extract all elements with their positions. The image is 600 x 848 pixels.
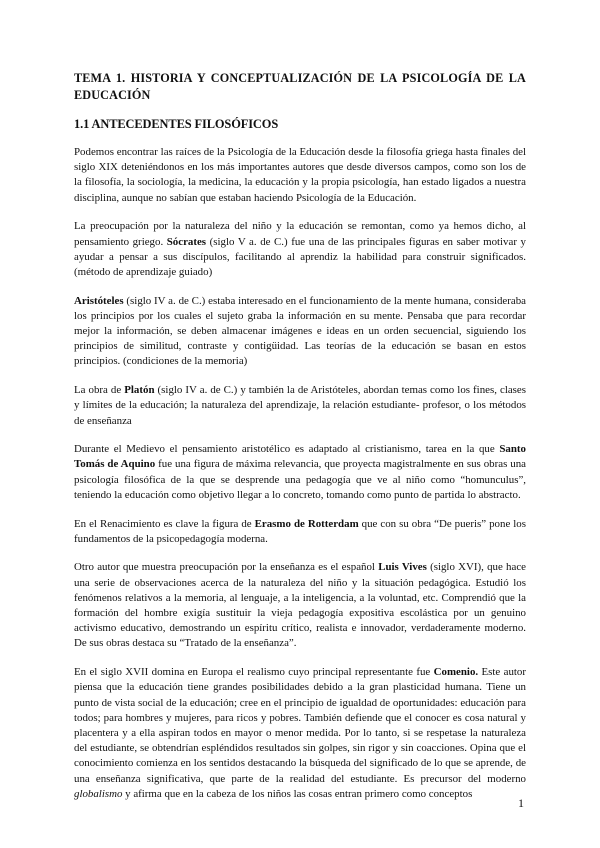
- paragraph: [74, 219, 526, 280]
- paragraph: [74, 383, 526, 429]
- italic-term: globalismo: [74, 787, 123, 800]
- text-run: (siglo IV a. de C.) y también la de Aristóteles, abordan temas como los fines, clases y límites de la educación; la naturaleza del aprendizaje, la relación estudiante- profesor, o los métodos de enseñanza: [74, 384, 526, 427]
- paragraph: [74, 517, 526, 547]
- bold-name: Luis Vives: [378, 561, 427, 574]
- bold-name: Santo Tomás de Aquino: [74, 443, 526, 471]
- text-run: En el siglo XVII domina en Europa el realismo cuyo principal representante fue: [74, 666, 434, 679]
- text-run: En el Renacimiento es clave la figura de: [74, 517, 255, 530]
- text-run: (siglo V a. de C.) fue una de las principales figuras en saber motivar y ayudar a pensar a sus discípulos, facilitando al aprendiz la habilidad para construir significados. (método de aprendizaje guiado): [74, 235, 526, 278]
- text-run: La obra de: [74, 384, 125, 397]
- page-number: 1: [518, 796, 524, 810]
- page-content: [74, 70, 526, 816]
- paragraph: [74, 294, 526, 370]
- section-heading: 1.1 ANTECEDENTES FILOSÓFICOS: [74, 117, 279, 131]
- text-run: fue una figura de máxima relevancia, que proyecta magistralmente en sus obras una psicología filosófica de la que se desprende una pedagogía que ve al niño como “homunculus”, teniendo la educación como objetivo llegar a lo concreto, tomando como punto de partida lo abstracto.: [74, 458, 526, 501]
- bold-name: Sócrates: [166, 235, 207, 248]
- text-run: (siglo IV a. de C.) estaba interesado en el funcionamiento de la mente humana, consideraba los principios por los cuales el sujeto graba la información en su mente. Pensaba que para recordar mejor la información, se deben almacenar imágenes e ideas en un orden secuencial, siguiendo los principios de similitud, contraste y contigüidad. Las teorías de la educación se basan en estos principios. (condiciones de la memoria): [74, 294, 526, 368]
- page-title: TEMA 1. HISTORIA Y CONCEPTUALIZACIÓN DE LA PSICOLOGÍA DE LA EDUCACIÓN: [74, 71, 526, 102]
- text-run: La preocupación por la naturaleza del niño y la educación se remontan, como ya hemos dicho, al pensamiento griego.: [74, 220, 526, 248]
- body-text: [74, 145, 526, 802]
- text-run: Podemos encontrar las raíces de la Psicología de la Educación desde la filosofía griega hasta finales del siglo XIX deteniéndonos en los más importantes autores que desde diversos campos, como son los de la filosofía, la sociología, la medicina, la educación y la propia psicología, han estado ligados a nuestra disciplina, aunque no sabían que estaban haciendo Psicología de la Educación.: [74, 146, 526, 204]
- text-run: Otro autor que muestra preocupación por la enseñanza es el español: [74, 561, 379, 574]
- paragraph: [74, 442, 526, 503]
- paragraph: [74, 145, 526, 206]
- text-run: Este autor piensa que la educación tiene grandes posibilidades debido a la gran plasticidad humana. Tiene un punto de vista social de la educación; cree en el principio de igualdad de oportunidades: educación para todos; para hombres y mujeres, para ricos y pobres. También defiende que el conocer es cosa natural y placentera y a ella aspiran todos en mayor o menor medida. Por lo tanto, si se respetase la naturaleza del estudiante, se obtendrían espléndidos resultados sin golpes, sin rigor y sin coacciones. Opina que el conocimiento comienza en los sentidos destacando la búsqueda del significado de lo que se aprende, de una enseñanza significativa, que parte de la realidad del estudiante. Es precursor del moderno: [74, 666, 526, 785]
- text-run: (siglo XVI), que hace una serie de observaciones acerca de la naturaleza del niño y la situación pedagógica. Estudió los fenómenos relativos a la memoria, al lenguaje, a la inteligencia, a la voluntad, etc. Comprendió que la formación del hombre exigía sustituir la vieja pedagogía expositiva escolástica por un genuino activismo educativo, demostrando un espíritu crítico, realista e innovador, verdaderamente moderno. De sus obras destaca su “Tratado de la enseñanza”.: [74, 561, 527, 650]
- paragraph: [74, 560, 526, 651]
- bold-name: Erasmo de Rotterdam: [254, 517, 359, 530]
- text-run: que con su obra “De pueris” pone los fundamentos de la psicopedagogía moderna.: [74, 517, 526, 545]
- bold-name: Platón: [124, 384, 155, 397]
- text-run: y afirma que en la cabeza de los niños las cosas entran primero como conceptos: [122, 787, 473, 800]
- bold-name: Comenio.: [433, 666, 479, 679]
- text-run: Durante el Medievo el pensamiento aristotélico es adaptado al cristianismo, tarea en la que: [74, 443, 500, 456]
- bold-name: Aristóteles: [74, 294, 124, 307]
- paragraph: [74, 665, 526, 802]
